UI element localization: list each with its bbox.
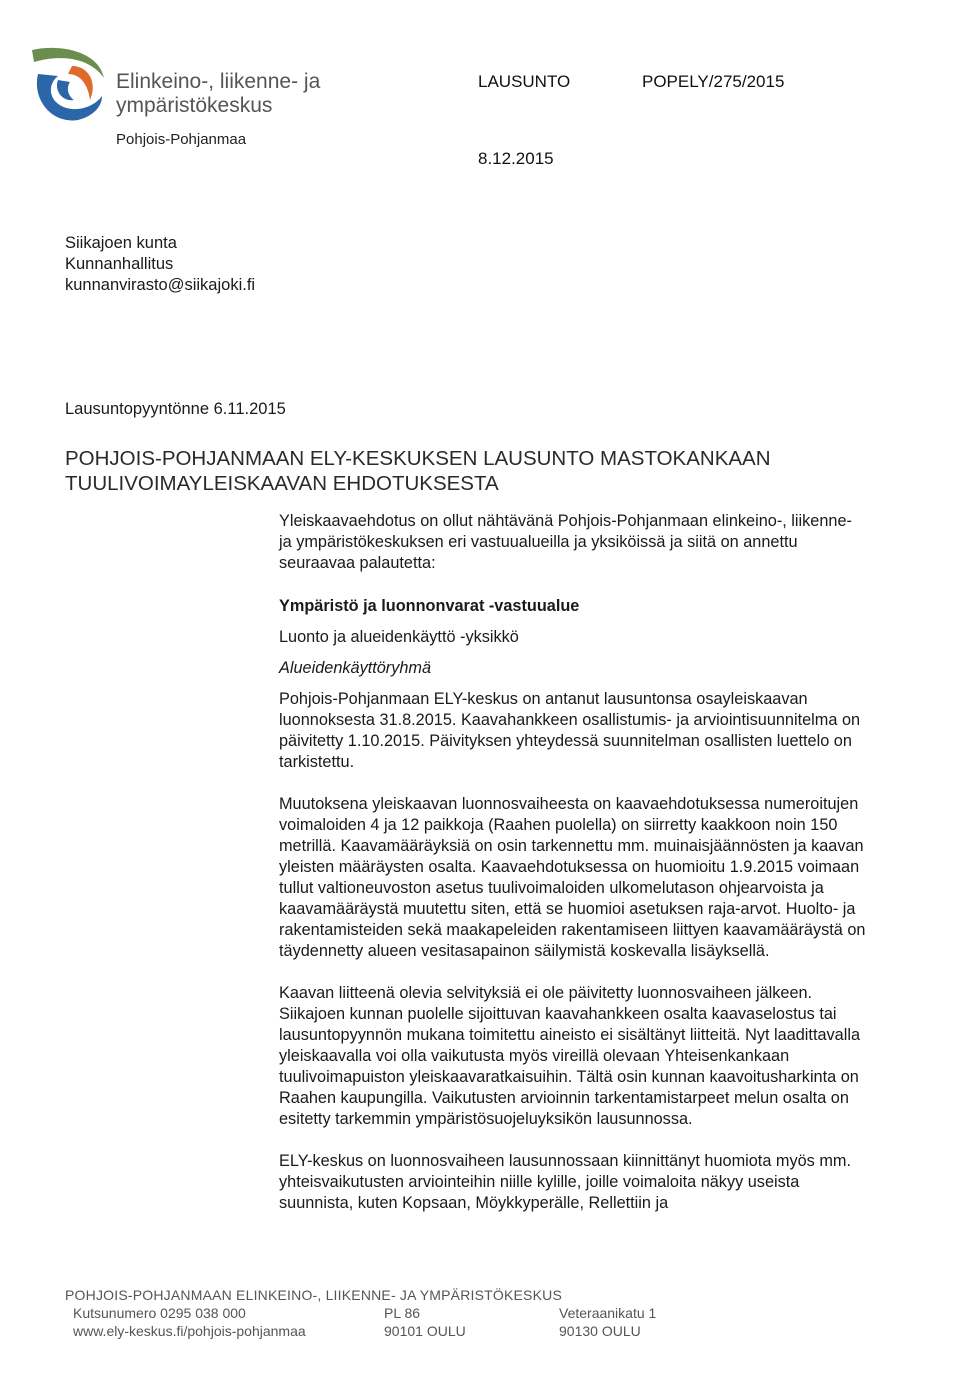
body-paragraph-4: ELY-keskus on luonnosvaiheen lausunnossaan kiinnittänyt huomiota myös mm. yhteisvaikutusten arviointeihin niille kylille, joille voimaloita näkyy useista suunnista, kuten Kopsaan, Möykkyperälle, Rellettiin ja [279, 1152, 851, 1212]
document-number: POPELY/275/2015 [642, 72, 785, 91]
logo-green-swoosh [32, 48, 104, 78]
footer-phone: Kutsunumero 0295 038 000 [73, 1305, 246, 1321]
footer-street: Veteraanikatu 1 [559, 1305, 657, 1321]
footer-po-postal: 90101 OULU [384, 1323, 466, 1339]
organization-region: Pohjois-Pohjanmaa [116, 131, 247, 148]
document-title [65, 446, 885, 496]
footer-website: www.ely-keskus.fi/pohjois-pohjanmaa [73, 1323, 306, 1339]
logo-orange-arc [68, 66, 93, 100]
recipient-municipality: Siikajoen kunta [65, 234, 177, 252]
ely-logo [28, 44, 108, 126]
section-heading: Ympäristö ja luonnonvarat -vastuualue [279, 597, 580, 615]
document-date: 8.12.2015 [478, 149, 554, 168]
document-body [279, 511, 869, 1235]
request-reference: Lausuntopyyntönne 6.11.2015 [65, 400, 286, 418]
footer-organization: POHJOIS-POHJANMAAN ELINKEINO-, LIIKENNE- JA YMPÄRISTÖKESKUS [65, 1287, 562, 1303]
logo-blue-inner [57, 80, 74, 100]
organization-name [116, 70, 320, 118]
footer-street-postal: 90130 OULU [559, 1323, 641, 1339]
document-type: LAUSUNTO [478, 72, 571, 91]
org-name-line2: ympäristökeskus [116, 94, 273, 117]
unit-heading: Luonto ja alueidenkäyttö -yksikkö [279, 628, 519, 646]
intro-paragraph: Yleiskaavaehdotus on ollut nähtävänä Pohjois-Pohjanmaan elinkeino-, liikenne- ja ympäristökeskuksen eri vastuualueilla ja yksiköissä ja siitä on annettu seuraavaa palautetta: [279, 512, 852, 572]
recipient-email: kunnanvirasto@siikajoki.fi [65, 276, 256, 294]
group-heading: Alueidenkäyttöryhmä [279, 659, 432, 677]
footer-po-box: PL 86 [384, 1305, 421, 1321]
title-line1: POHJOIS-POHJANMAAN ELY-KESKUKSEN LAUSUNTO MASTOKANKAAN [65, 447, 771, 470]
footer-postal-address [384, 1304, 466, 1340]
body-paragraph-1: Pohjois-Pohjanmaan ELY-keskus on antanut lausuntonsa osayleiskaavan luonnoksesta 31.8.2015. Kaavahankkeen osallistumis- ja arviointisuunnitelma on päivitetty 1.10.2015. Päivityksen yhteydessä suunnitelman osallisten luettelo on tarkistettu. [279, 690, 861, 771]
title-line2: TUULIVOIMAYLEISKAAVAN EHDOTUKSESTA [65, 472, 499, 495]
body-paragraph-2: Muutoksena yleiskaavan luonnosvaiheesta on kaavaehdotuksessa numeroitujen voimaloiden 4 ja 12 paikkoja (Raahen puolella) on siirretty kaakkoon noin 150 metrillä. Kaavamääräyksiä on osin tarkennettu mm. muinaisjäännösten ja kaavan yleisten määräysten osalta. Kaavaehdotuksessa on huomioitu 1.9.2015 voimaan tullut valtioneuvoston asetus tuulivoimaloiden ulkomelutason ohjearvoista ja kaavamääräystä muutettu siten, että se huomioi asetuksen raja-arvot. Huolto- ja rakentamisteiden sekä maakapeleiden rakentamiseen liittyen kaavamääräystä on täydennetty alueen vesitasapainon säilymistä koskevalla lisäyksellä. [279, 795, 866, 960]
body-paragraph-3: Kaavan liitteenä olevia selvityksiä ei ole päivitetty luonnosvaiheen jälkeen. Siikajoen kunnan puolelle sijoittuvan kaavahankkeen osalta kaavaselostus tai lausuntopyynnön mukana toimitettu aineisto ei sisältänyt liitteitä. Nyt laadittavalla yleiskaavalla voi olla vaikutusta myös vireillä olevaan Yhteisenkankaan tuulivoimapuiston yleiskaavaratkaisuihin. Tältä osin kunnan kaavoitusharkinta on Raahen kaupungilla. Vaikutusten arvioinnin tarkentamistarpeet melun osalta on esitetty tarkemmin ympäristösuojeluyksikön lausunnossa. [279, 984, 861, 1128]
recipient-board: Kunnanhallitus [65, 255, 174, 273]
footer-street-address [559, 1304, 656, 1340]
footer-contact [73, 1304, 306, 1340]
recipient-block [65, 233, 255, 296]
org-name-line1: Elinkeino-, liikenne- ja [116, 70, 321, 93]
